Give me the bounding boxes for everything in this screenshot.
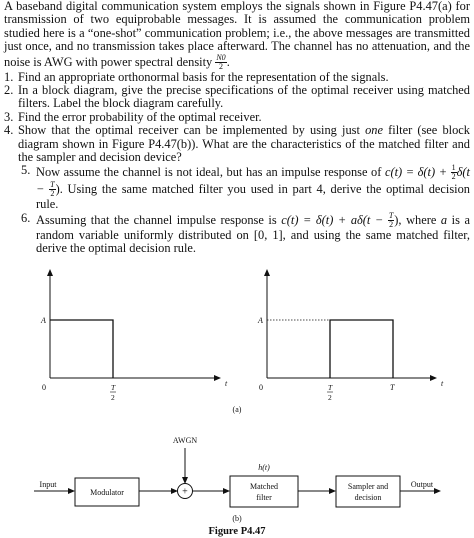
axis-label-t: t (225, 379, 228, 388)
signal-plot-2 (257, 270, 444, 402)
psd-fraction: $\frac{N0}{2}$ (216, 52, 226, 71)
figure-a-sublabel: (a) (232, 405, 242, 414)
tick1-label-den: 2 (328, 393, 332, 402)
question-6: 6. Assuming that the channel impulse response is c(t) = δ(t) + aδ(t − $\frac{T}{2}$ ), where a is a random variable uniformly distributed on [0, 1], and using the same matched filter, derive the optimal decision rule. (21, 210, 470, 256)
t-half-fraction-2: $\frac{T}{2}$ (388, 210, 394, 229)
delayed-rect-pulse (330, 320, 393, 378)
figure-b-sublabel: (b) (232, 514, 242, 523)
t-half-fraction: $\frac{T}{2}$ (50, 180, 55, 199)
problem-intro: A baseband digital communication system employs the signals shown in Figure P4.47(a) for transmission of two equiprobable messages. It is assumed the communication problem studied here is a “one-shot” communication problem; i.e., the above messages are transmitted just once, and no transmission takes place afterward. The channel has no attenuation, and the noise is AWG with power spectral density $\frac{N0}{2}$ . (4, 0, 470, 71)
matched-filter-label-1: Matched (250, 482, 278, 491)
half-fraction: $\frac{1}{2}$ (451, 163, 456, 182)
awgn-label: AWGN (172, 436, 198, 445)
output-label: Output (410, 480, 434, 489)
origin-label: 0 (42, 383, 46, 392)
input-label: Input (39, 480, 57, 489)
matched-filter-block (230, 476, 298, 507)
question-2: 2. In a block diagram, give the precise specifications of the optimal receiver using matched filters. Label the block diagram carefully. (4, 83, 470, 111)
sampler-label-1: Sampler and (347, 482, 389, 491)
modulator-label: Modulator (90, 488, 124, 497)
origin-label: 0 (259, 383, 263, 392)
amplitude-label: A (258, 316, 263, 325)
amplitude-label: A (41, 316, 46, 325)
figure-caption: Figure P4.47 (208, 526, 266, 537)
tick-label-den: 2 (111, 393, 115, 402)
axis-label-t: t (441, 379, 444, 388)
matched-filter-label-2: filter (256, 493, 272, 502)
tick2-label: T (390, 383, 395, 392)
receiver-block-diagram (34, 436, 440, 507)
sampler-decision-block (336, 476, 400, 507)
rect-pulse (50, 320, 113, 378)
sampler-label-2: decision (354, 493, 382, 502)
tick-label-num: T (111, 383, 116, 392)
tick1-label-num: T (328, 383, 333, 392)
signal-plot-1 (40, 270, 228, 402)
question-5: 5. Now assume the channel is not ideal, but has an impulse response of c(t) = δ(t) + $\frac{1}{2}$ δ(t − $\frac{T}{2}$ ). Using the same matched filter you used in part 4, derive the optimal decision rule. (21, 163, 470, 212)
question-3: 3. Find the error probability of the optimal receiver. (4, 109, 262, 124)
question-1: 1. Find an appropriate orthonormal basis for the representation of the signals. (4, 69, 389, 84)
question-4: 4. Show that the optimal receiver can be implemented by using just one filter (see block diagram shown in Figure P4.47(b)). What are the characteristics of the matched filter and the sampler and decision device? (4, 123, 470, 165)
filter-impulse-response-label: h(t) (258, 463, 270, 472)
adder-symbol: + (182, 486, 188, 498)
